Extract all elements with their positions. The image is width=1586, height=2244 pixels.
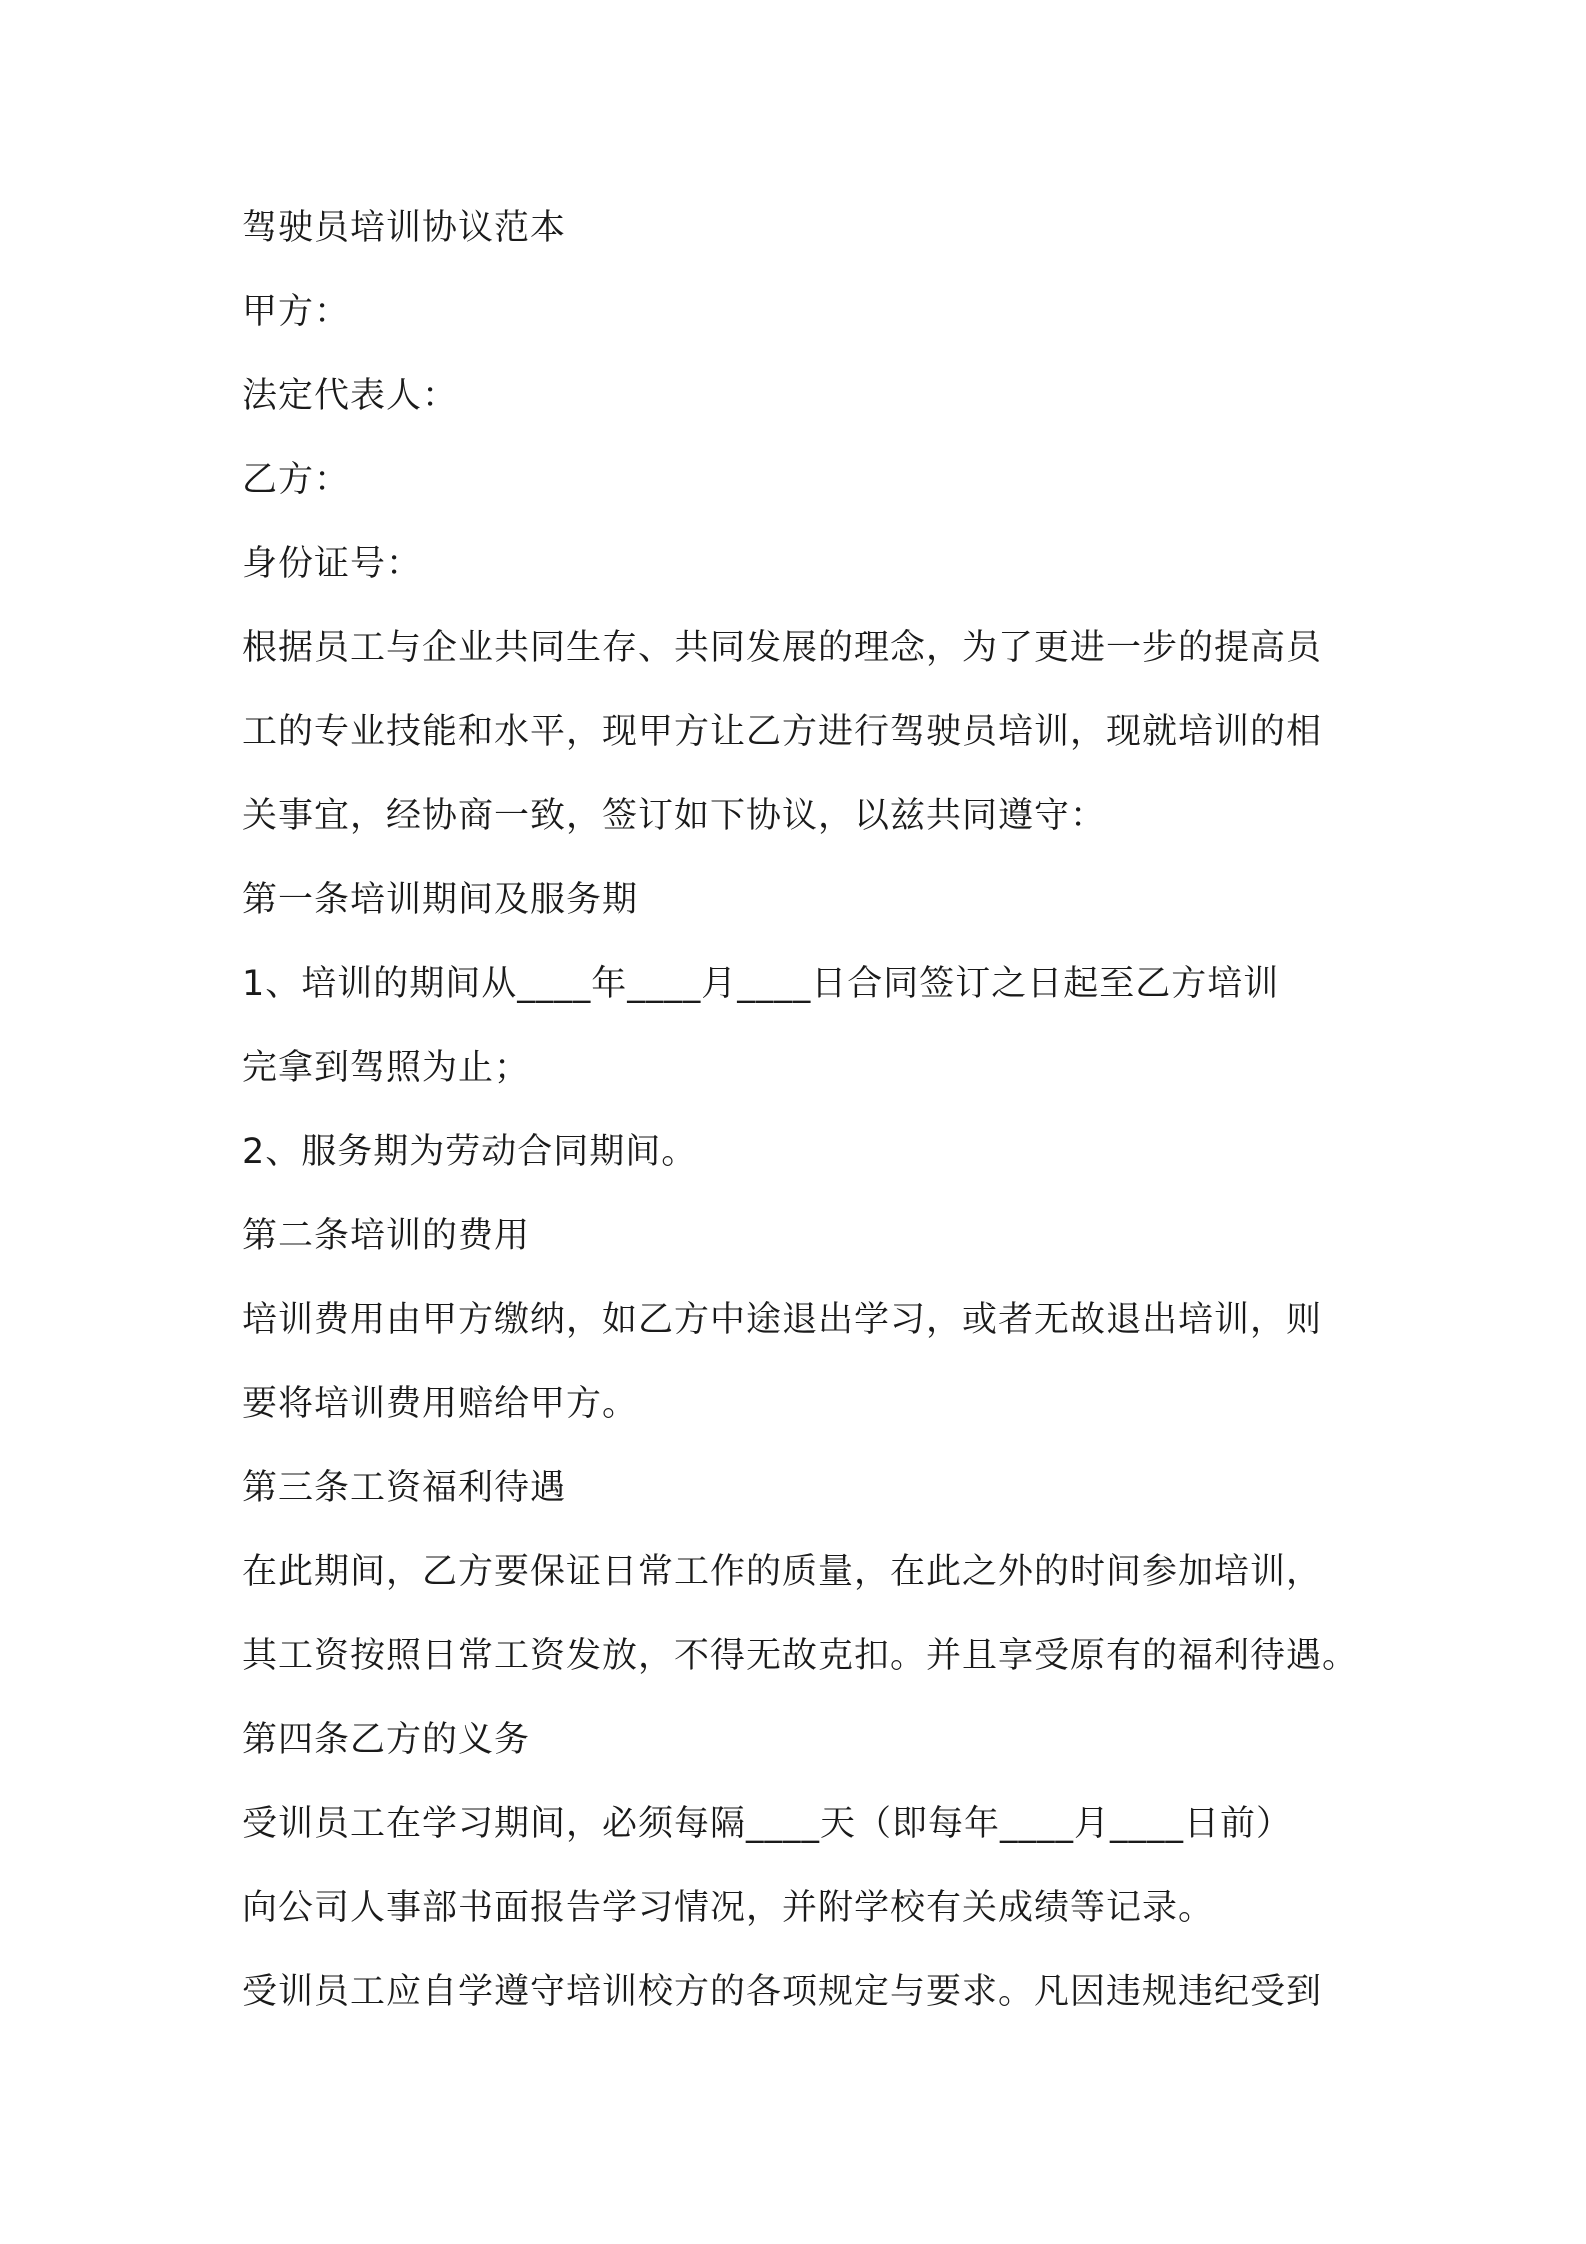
article-1-clause: 完拿到驾照为止； [242,1048,531,1088]
article-1-clause: 1、培训的期间从____年____月____日合同签订之日起至乙方培训 [242,964,1280,1004]
article-3-body: 在此期间，乙方要保证日常工作的质量，在此之外的时间参加培训， [242,1552,1323,1592]
article-2-body: 培训费用由甲方缴纳，如乙方中途退出学习，或者无故退出培训，则 [242,1300,1323,1340]
article-3-body: 其工资按照日常工资发放，不得无故克扣。并且享受原有的福利待遇。 [242,1636,1359,1676]
legal-representative-label: 法定代表人： [242,376,459,416]
article-2-body: 要将培训费用赔给甲方。 [242,1384,639,1424]
article-2-heading: 第二条培训的费用 [242,1216,531,1256]
preamble-line: 工的专业技能和水平，现甲方让乙方进行驾驶员培训，现就培训的相 [242,712,1323,752]
preamble-line: 根据员工与企业共同生存、共同发展的理念，为了更进一步的提高员 [242,628,1323,668]
document-title: 驾驶员培训协议范本 [242,208,567,248]
article-1-clause: 2、服务期为劳动合同期间。 [242,1132,698,1172]
party-b-label: 乙方： [242,460,351,500]
article-4-heading: 第四条乙方的义务 [242,1720,531,1760]
article-4-body: 受训员工在学习期间，必须每隔____天（即每年____月____日前） [242,1804,1293,1844]
article-4-body: 向公司人事部书面报告学习情况，并附学校有关成绩等记录。 [242,1888,1215,1928]
article-3-heading: 第三条工资福利待遇 [242,1468,567,1508]
preamble-line: 关事宜，经协商一致，签订如下协议，以兹共同遵守： [242,796,1107,836]
id-number-label: 身份证号： [242,544,423,584]
article-1-heading: 第一条培训期间及服务期 [242,880,639,920]
party-a-label: 甲方： [242,292,351,332]
article-4-body: 受训员工应自学遵守培训校方的各项规定与要求。凡因违规违纪受到 [242,1972,1323,2012]
